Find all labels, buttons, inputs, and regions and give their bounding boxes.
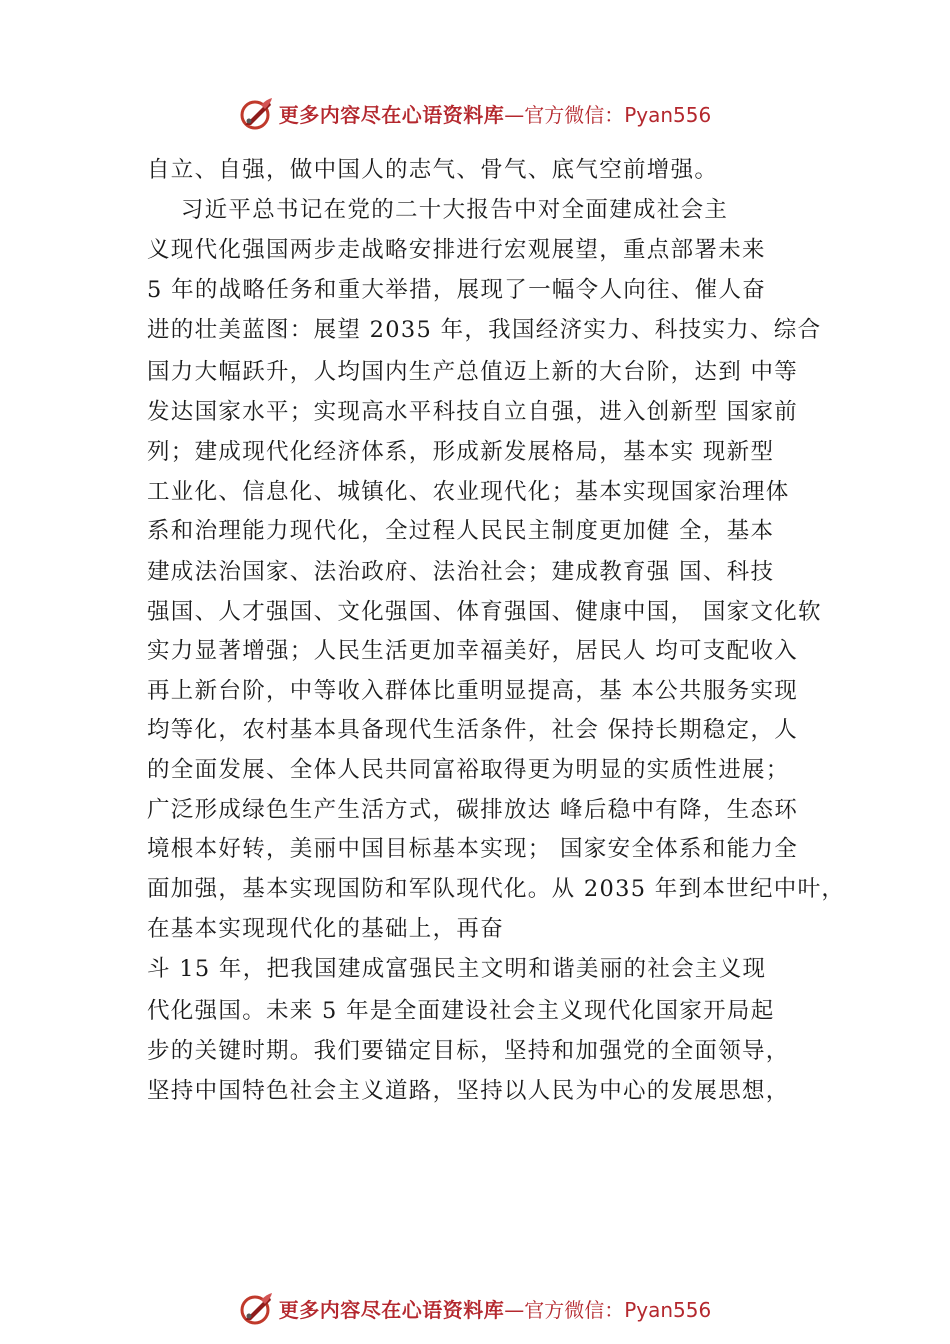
paragraph-line: 实力显著增强；人民生活更加幸福美好，居民人 均可支配收入 — [147, 638, 799, 664]
paragraph-line: 系和治理能力现代化，全过程人民民主制度更加健 全，基本 — [147, 518, 775, 544]
paragraph-line: 工业化、信息化、城镇化、农业现代化；基本实现国家治理体 — [147, 479, 790, 505]
banner-wechat-text: —官方微信：Pyan556 — [504, 1297, 712, 1322]
paragraph-line: 进的壮美蓝图：展望 2035 年，我国经济实力、科技实力、综合 — [147, 317, 822, 343]
footer-banner — [0, 1288, 950, 1328]
banner-main-text: 更多内容尽在心语资料库 — [278, 102, 505, 127]
paragraph-line: 发达国家水平；实现高水平科技自立自强，进入创新型 国家前 — [147, 399, 799, 425]
paragraph-line: 5 年的战略任务和重大举措，展现了一幅令人向往、催人奋 — [147, 277, 767, 303]
paragraph-line: 再上新台阶，中等收入群体比重明显提高，基 本公共服务实现 — [147, 678, 799, 704]
paragraph-line: 广泛形成绿色生产生活方式，碳排放达 峰后稳中有降，生态环 — [147, 797, 799, 823]
paragraph-line: 坚持中国特色社会主义道路，坚持以人民为中心的发展思想， — [147, 1078, 790, 1104]
header-banner — [0, 93, 950, 133]
paragraph-line: 均等化，农村基本具备现代生活条件，社会 保持长期稳定，人 — [147, 717, 799, 743]
paragraph-line: 自立、自强，做中国人的志气、骨气、底气空前增强。 — [147, 157, 719, 183]
quill-pen-logo-icon — [239, 95, 275, 131]
paragraph-line: 斗 15 年，把我国建成富强民主文明和谐美丽的社会主义现 — [147, 956, 767, 982]
paragraph-line: 建成法治国家、法治政府、法治社会；建成教育强 国、科技 — [147, 559, 775, 585]
paragraph-line: 境根本好转，美丽中国目标基本实现； 国家安全体系和能力全 — [147, 836, 799, 862]
paragraph-line: 在基本实现现代化的基础上，再奋 — [147, 916, 505, 942]
banner-wechat-text: —官方微信：Pyan556 — [504, 102, 712, 127]
paragraph-line: 的全面发展、全体人民共同富裕取得更为明显的实质性进展； — [147, 757, 790, 783]
paragraph-line: 列；建成现代化经济体系，形成新发展格局，基本实 现新型 — [147, 439, 775, 465]
paragraph-line: 强国、人才强国、文化强国、体育强国、健康中国， 国家文化软 — [147, 599, 822, 625]
paragraph-line: 国力大幅跃升，人均国内生产总值迈上新的大台阶，达到 中等 — [147, 359, 799, 385]
banner-main-text: 更多内容尽在心语资料库 — [278, 1297, 505, 1322]
paragraph-line: 步的关键时期。我们要锚定目标，坚持和加强党的全面领导， — [147, 1038, 790, 1064]
paragraph-line: 代化强国。未来 5 年是全面建设社会主义现代化国家开局起 — [147, 998, 775, 1024]
quill-pen-logo-icon — [239, 1290, 275, 1326]
paragraph-line: 面加强，基本实现国防和军队现代化。从 2035 年到本世纪中叶， — [147, 876, 846, 902]
paragraph-line: 义现代化强国两步走战略安排进行宏观展望，重点部署未来 — [147, 237, 766, 263]
paragraph-line: 习近平总书记在党的二十大报告中对全面建成社会主 — [147, 197, 729, 223]
